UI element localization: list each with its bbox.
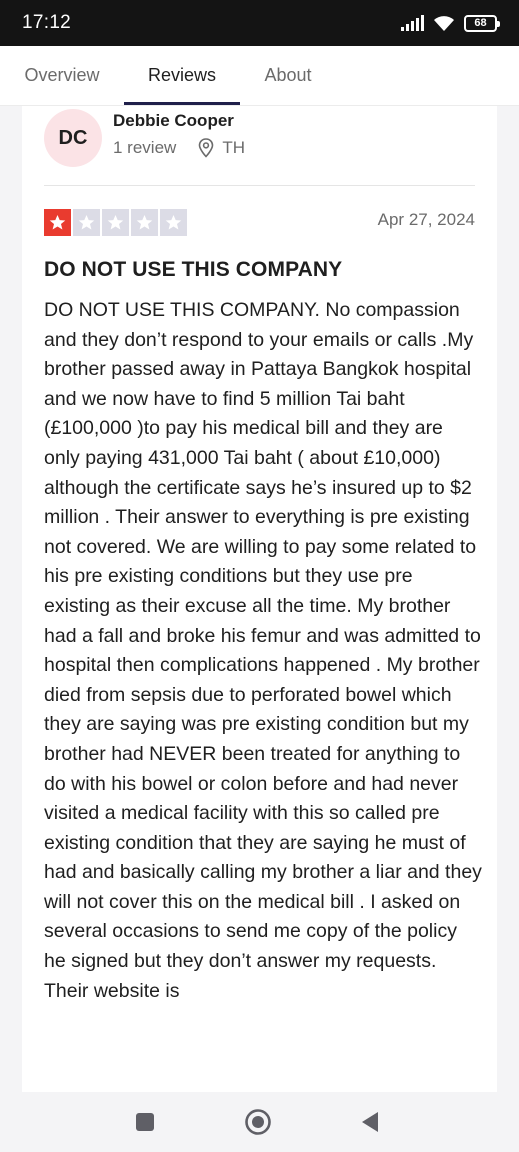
tab-reviews-label: Reviews	[147, 64, 217, 85]
divider	[44, 185, 475, 186]
tab-overview[interactable]	[0, 45, 124, 105]
reviewer-name[interactable]: Debbie Cooper	[113, 111, 234, 130]
signal-icon	[401, 15, 424, 31]
review-count: 1 review	[113, 138, 177, 157]
avatar-initials: DC	[58, 126, 88, 149]
status-bar	[0, 0, 519, 46]
avatar[interactable]	[44, 109, 102, 167]
star-empty-icon	[131, 209, 158, 236]
system-nav-bar	[0, 1092, 519, 1152]
review-card	[22, 106, 497, 1092]
status-time: 17:12	[22, 12, 72, 33]
location-pin-icon	[198, 138, 214, 158]
square-icon[interactable]	[127, 1104, 163, 1140]
tab-bar	[0, 46, 519, 106]
star-filled-icon	[44, 209, 71, 236]
review-body: DO NOT USE THIS COMPANY. No compassion and they don’t respond to your emails or calls .My brother passed away in Pattaya Bangkok hospital and we now have to find 5 million Tai baht (£100,000 )to pay his medical bill and they are only paying 431,000 Tai baht ( about £10,000) although the certificate says he’s insured up to $2 million . Their answer to everything is pre existing not covered. We are willing to pay some related to his pre existing conditions but they use pre existing as their excuse all the time. My brother had a fall and broke his femur and was admitted to hospital then complications happened . My brother died from sepsis due to perforated bowel which they are saying was pre existing condition but my brother had NEVER been treated for anything to do with his bowel or colon before and had never visited a medical facility with this so called pre existing condition that they are saying he must of had and basically calling my brother a liar and they will not cover this on the medical bill . I asked on several occasions to send me copy of the policy he signed but they don’t answer my requests. Their website is	[44, 299, 482, 1002]
tab-overview-label: Overview	[24, 64, 100, 85]
battery-icon	[464, 15, 497, 32]
star-empty-icon	[160, 209, 187, 236]
tab-reviews[interactable]	[124, 45, 240, 105]
circle-icon[interactable]	[240, 1104, 276, 1140]
reviewer-country: TH	[222, 138, 245, 157]
star-rating	[44, 209, 187, 236]
star-empty-icon	[102, 209, 129, 236]
review-date: Apr 27, 2024	[377, 210, 475, 229]
reviewer-meta	[113, 138, 245, 158]
battery-level: 68	[474, 17, 487, 29]
star-empty-icon	[73, 209, 100, 236]
wifi-icon	[433, 15, 455, 32]
status-icons	[401, 15, 497, 32]
triangle-back-icon[interactable]	[352, 1104, 388, 1140]
tab-about-label: About	[264, 64, 312, 85]
review-title: DO NOT USE THIS COMPANY	[44, 258, 343, 281]
tab-about[interactable]	[240, 45, 336, 105]
